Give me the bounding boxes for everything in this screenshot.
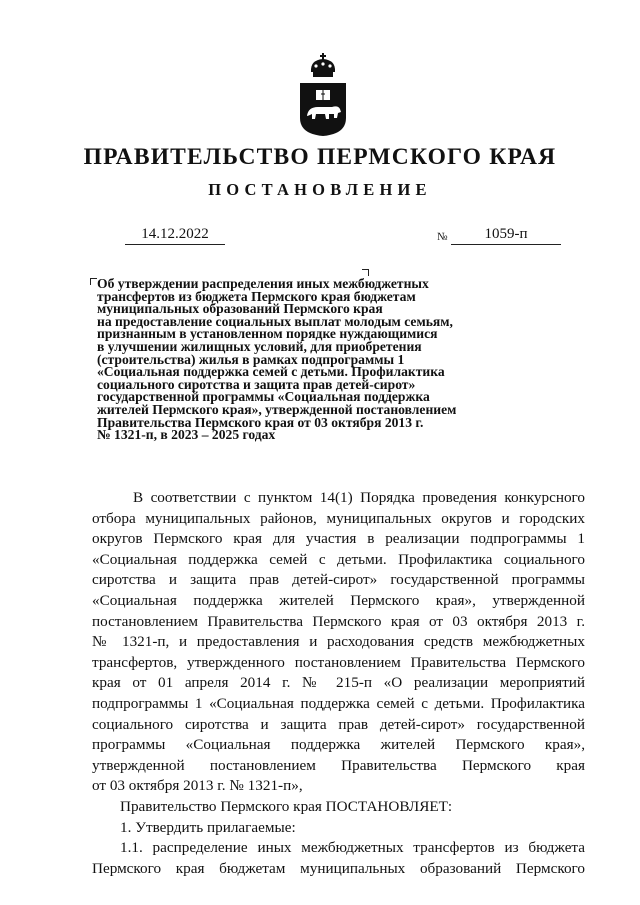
body-line: сиротства и защита прав детей-сирот» государственной программы	[92, 571, 585, 589]
body-line: В соответствии с пунктом 14(1) Порядка проведения конкурсного	[133, 489, 585, 506]
document-type: ПОСТАНОВЛЕНИЕ	[208, 180, 432, 199]
subject-line: «Социальная поддержка семей с детьми. Профилактика	[97, 364, 445, 380]
subject-line: признанным в установленном порядке нуждающимися	[97, 326, 438, 342]
body-line-item: 1.1. распределение иных межбюджетных трансфертов из бюджета	[120, 839, 585, 857]
subject-bracket-left	[90, 278, 97, 285]
number-sign: №	[437, 231, 448, 243]
subject-bracket-right	[362, 269, 369, 276]
document-date: 14.12.2022	[125, 226, 225, 245]
body-line: «Социальная поддержка семей с детьми. Профилактика социального	[92, 550, 585, 568]
subject-line: трансфертов из бюджета Пермского края бюджетам	[97, 288, 416, 304]
body-line: подпрограммы 1 «Социальная поддержка семей с детьми. Профилактика	[92, 694, 585, 712]
subject-line: в улучшении жилищных условий, для приобретения	[97, 338, 422, 354]
body-line: Пермского края бюджетам муниципальных образований Пермского	[92, 859, 585, 877]
document-number: 1059-п	[451, 226, 561, 245]
document-body	[92, 488, 585, 879]
subject-line: (строительства) жилья в рамках подпрограммы 1	[97, 351, 405, 367]
subject-line: на предоставление социальных выплат молодым семьям,	[97, 313, 453, 329]
subject-line: Правительства Пермского края от 03 октября 2013 г.	[97, 414, 424, 430]
body-line-item: 1. Утвердить прилагаемые:	[120, 818, 296, 836]
body-line: постановлением Правительства Пермского края от 03 октября 2013 г.	[92, 612, 585, 630]
body-line: от 03 октября 2013 г. № 1321-п»,	[92, 777, 303, 795]
subject-line: муниципальных образований Пермского края	[97, 301, 383, 317]
body-line: «Социальная поддержка жителей Пермского края», утвержденной	[92, 591, 585, 609]
subject-line: социального сиротства и защита прав детей-сирот»	[97, 376, 416, 392]
perm-krai-coat-of-arms	[296, 52, 350, 138]
body-line: утвержденной постановлением Правительства Пермского края	[92, 756, 585, 774]
body-line-decree: Правительство Пермского края ПОСТАНОВЛЯЕТ:	[120, 797, 453, 815]
body-line: программы «Социальная поддержка жителей Пермского края»,	[92, 736, 585, 754]
government-title: ПРАВИТЕЛЬСТВО ПЕРМСКОГО КРАЯ	[83, 144, 557, 170]
body-line: трансфертов, утвержденного постановлением Правительства Пермского	[92, 653, 585, 671]
subject-line: Об утверждении распределения иных межбюджетных	[97, 276, 429, 291]
body-line: социального сиротства и защита прав детей-сирот» государственной	[92, 715, 585, 733]
subject-line: жителей Пермского края», утвержденной постановлением	[97, 401, 457, 417]
document-subject	[97, 278, 567, 442]
body-line: № 1321-п, и предоставления и расходования средств межбюджетных	[92, 633, 585, 651]
body-line: отбора муниципальных районов, муниципальных округов и городских	[92, 509, 585, 527]
body-line: края от 01 апреля 2014 г. № 215-п «О реализации мероприятий	[92, 674, 585, 692]
body-line: округов Пермского края для участия в реализации подпрограммы 1	[92, 530, 585, 548]
subject-line: № 1321-п, в 2023 – 2025 годах	[97, 427, 276, 443]
subject-line: государственной программы «Социальная поддержка	[97, 389, 430, 405]
